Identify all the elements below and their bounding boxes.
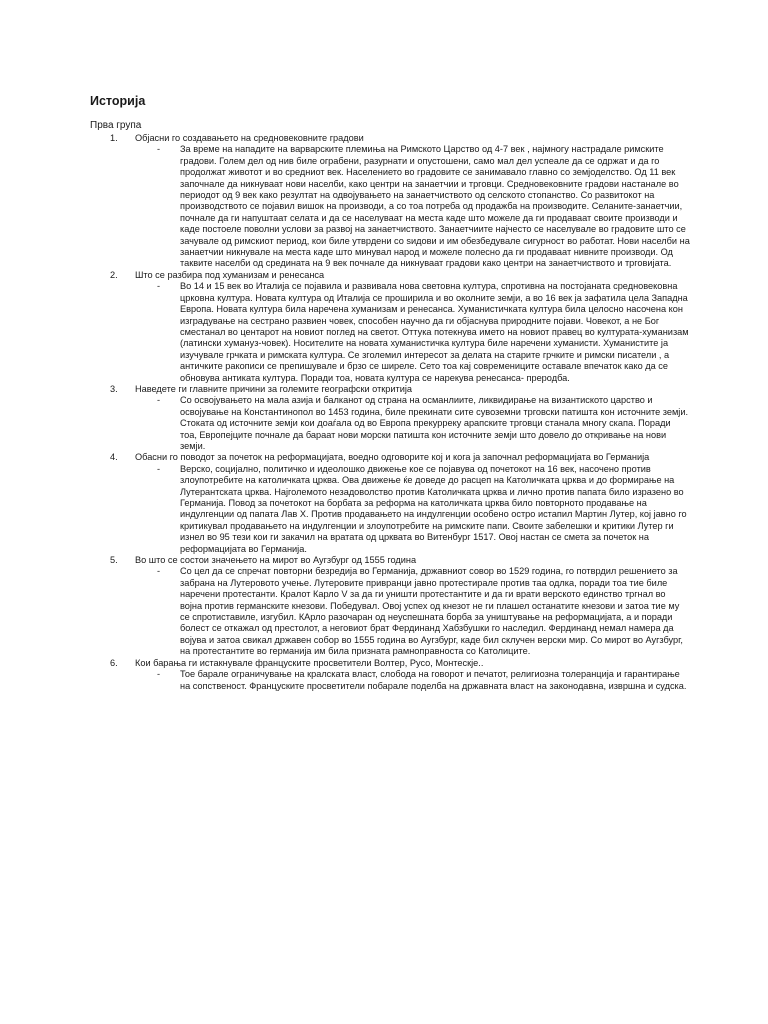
question-text: Што се разбира под хуманизам и ренесанса bbox=[135, 269, 325, 280]
question-item bbox=[90, 384, 690, 452]
question-number: 5. bbox=[110, 555, 118, 566]
question-text: Обасни го поводот за почеток на реформацијата, воедно одговорите кој и кога ја започнал реформацијата во Германија bbox=[135, 452, 650, 463]
answer-item bbox=[135, 464, 690, 555]
question-number: 3. bbox=[110, 383, 118, 394]
answer-text: Со освојувањето на мала азија и балканот од страна на османлиите, ликвидирање на византиското царство и освојување на Константинопол во 1453 година, биле прекинати сите сувоземни трговски патишта кон источните земји. Стоката од источните земји кои доаѓала од во Европа прекурреку арапските трговци станала многу скапа. Поради тоа, Европејците почнале да бараат нови морски патишта кон источните земји што довело до откривање на нови земји. bbox=[180, 395, 689, 451]
question-text: Кои барања ги истакнувале француските просветители Волтер, Русо, Монтескје.. bbox=[135, 657, 484, 668]
answer-text: Тое барале ограничување на кралската власт, слобода на говорот и печатот, религиозна толеранција и гарантирање на сопственост. Француските просветители побарале поделба на државната власт на законодавна, извршна и судска. bbox=[180, 669, 687, 691]
question-list bbox=[90, 133, 690, 692]
question-item bbox=[90, 555, 690, 658]
dash-bullet: - bbox=[157, 669, 161, 680]
dash-bullet: - bbox=[157, 144, 161, 155]
answer-text: За време на нападите на варварските племиња на Римското Царство од 4-7 век , најмногу настрадале римските градови. Голем дел од нив биле ограбени, разурнати и опустошени, само мал дел успеале да се одржат и да го продолжат животот и во средниот век. Населението во градовите се занимавало главно со земјоделство. Од 11 век започнале да никнуваат нови населби, како центри на занаетчии и трговци. Средновековните градови настанале во периодот од 9 век како резултат на одвојувањето на занаетчиството од селското стопанство. Со развитокот на производството се појавил вишок на производи, а со тоа потреба од продажба на производите. Селаните-занаетчии, почнале да ги напуштаат селата и да се населуваат на места каде што можеле да ги продаваат своите производи и каде постоеле поволни услови за развој на занаетчиството. Занаетчиите најчесто се населувале во градовите што се зачувале од римскиот период, кои биле утврдени со ѕидови и им обезбедувале сигурност во работат. Нови населби на занаетчии никнувале на места каде што минувал народ и можеле полесно да ги продаваат нивните производи. Од таквите населби од средината на 9 век почнале да никнуваат градови како центри на занаетчиството и трговијата. bbox=[180, 144, 690, 269]
dash-bullet: - bbox=[157, 281, 161, 292]
answer-list bbox=[135, 669, 690, 692]
dash-bullet: - bbox=[157, 463, 161, 474]
question-number: 1. bbox=[110, 133, 118, 143]
group-label: Прва група bbox=[90, 120, 142, 131]
answer-list bbox=[135, 395, 690, 452]
document-title: Историја bbox=[90, 94, 146, 108]
answer-text: Со цел да се спречат повторни безредија во Германија, државниот совор во 1529 година, го потврдил решението за забрана на Лутеровото учење. Лутеровите привранци јавно протестирале против таа одлка, поради тоа тие биле наречени протестанти. Кралот Карло V за да ги уништи протестантите и да ги врати верското единство тргнал во војна против германските кнезови. Победувал. Овој успех од кнезот не ги плашел останатите кнезови и затоа тие му се спротиставиле, изгубил. КАрло разочаран од неуспешната борба за уништување на реформацијата, а и поради болест се откажал од престолот, а неговиот брат Фердинанд Хабзбушки го наследил. Фердинанд немал намера да војува и затоа свикал државен собор во 1555 година во Аугзбург, каде бил склучен верски мир. Со мирот во Аугзбург, на протестантите во германија им била призната рамноправноста со Католиците. bbox=[180, 566, 683, 657]
answer-list bbox=[135, 464, 690, 555]
question-number: 2. bbox=[110, 269, 118, 280]
answer-list bbox=[135, 144, 690, 269]
answer-list bbox=[135, 281, 690, 384]
question-text: Објасни го создавањето на средновековните градови bbox=[135, 133, 364, 143]
dash-bullet: - bbox=[157, 566, 161, 577]
answer-item bbox=[135, 566, 690, 657]
question-item bbox=[90, 452, 690, 555]
answer-text: Во 14 и 15 век во Италија се појавила и развивала нова световна култура, спротивна на постојаната средновековна црковна култура. Новата култура од Италија се проширила и во околните земји, а во 16 век ја зафатила цела Западна Европа. Новата култура била наречена хуманизам и ренесанса. Хуманистичката култура била целосно насочена кон изградување на сестрано развиен човек, способен научно да ги објаснува природните појави. Човекот, а не Бог сместанал во центарот на новиот поглед на светот. Оттука потекнува името на новиот правец во културата-хуманизам (латински хумануз-човек). Носителите на новата хуманистичка култура биле наречени хуманисти. Хуманистите ја изучувале грчката и римската култура. Се зголемил интересот за делата на старите грчките и римски писатели , а античките ракописи се препишувале и брзо се ширеле. Сето тоа кај современиците оставале впечаток како да се обновува антиката култура. Поради тоа, новата култура се нарекува ренесанса- преродба. bbox=[180, 281, 689, 383]
question-text: Во што се состои значењето на мирот во Аугзбург од 1555 година bbox=[135, 555, 417, 566]
question-text: Наведете ги главните причини за големите географски откритија bbox=[135, 383, 413, 394]
answer-item bbox=[135, 281, 690, 384]
question-number: 4. bbox=[110, 452, 118, 463]
answer-item bbox=[135, 395, 690, 452]
answer-text: Верско, социјално, политичко и идеолошко движење кое се појавува од почетокот на 16 век, насочено против злоупотребите на католичката црква. Ова движење ќе доведе до расцеп на Католичката црква и до формирање на Лутерантската црква. Најголемото незадоволство против Католичката црква и лично против папата било изразено во Германија. Повод за почетокот на борбата за реформа на католичката црква било повторното продавање на индулгенции од папата Лав X. Против продавањето на индулгенции особено остро истапил Мартин Лутер, кој јавно го критикувал продавањето на индулгенции и злоупотребите на римските папи. Своите забелешки и критики Лутер ги изнел во 95 тези кои ги закачил на вратата од црквата во Витенбург 1517. Овој настан се смета за почеток на реформацијата во Германија. bbox=[180, 463, 687, 554]
answer-item bbox=[135, 144, 690, 269]
question-item bbox=[90, 270, 690, 384]
answer-list bbox=[135, 566, 690, 657]
question-item bbox=[90, 658, 690, 692]
dash-bullet: - bbox=[157, 395, 161, 406]
question-number: 6. bbox=[110, 657, 118, 668]
answer-item bbox=[135, 669, 690, 692]
question-item bbox=[90, 133, 690, 270]
